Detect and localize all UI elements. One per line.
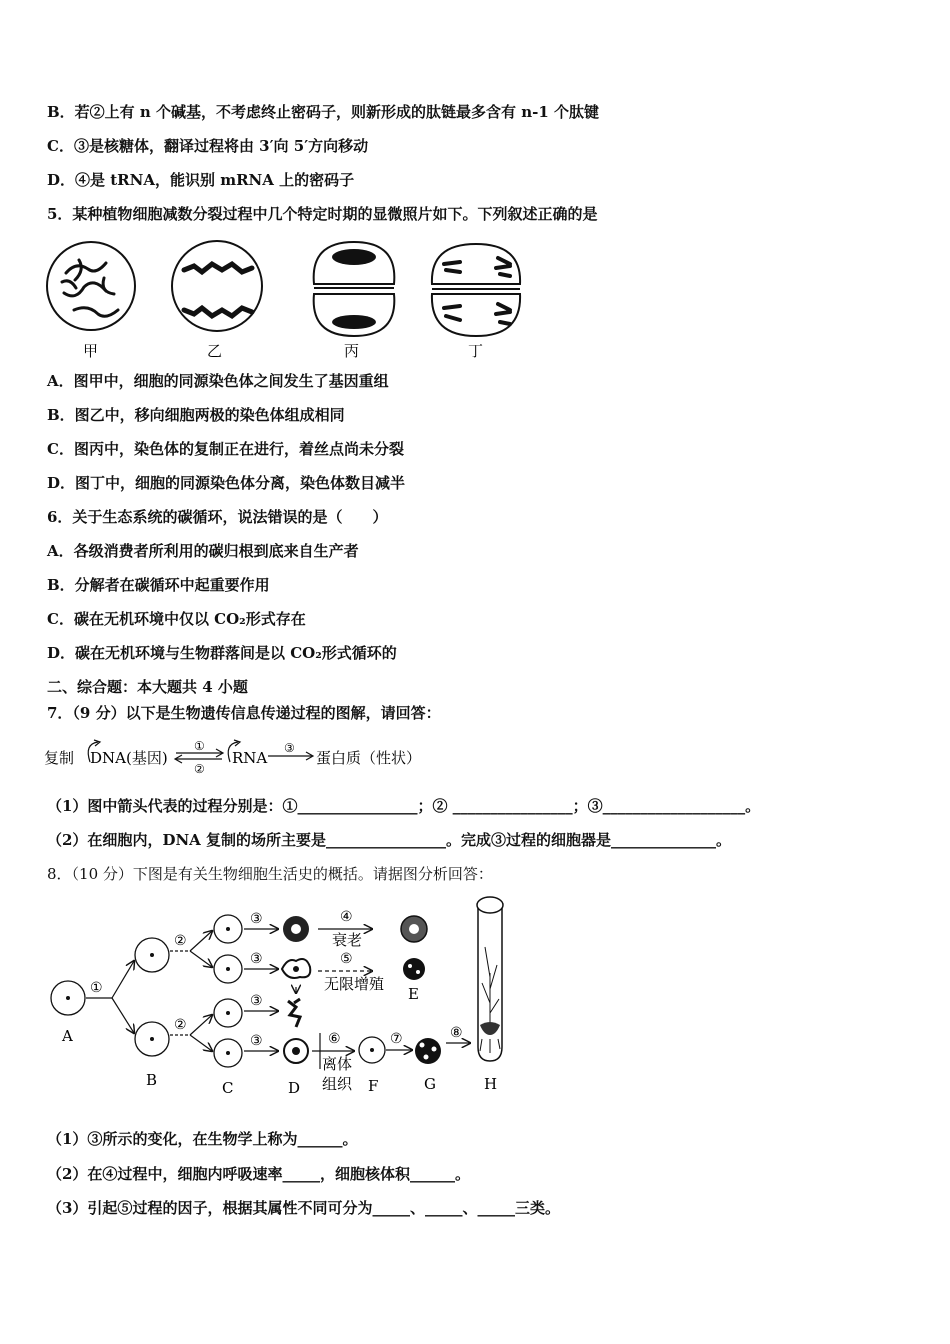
label-c: C [222, 1079, 234, 1097]
replication-label: 复制 [44, 749, 75, 767]
q8-sub3: （3）引起⑤过程的因子，根据其属性不同可分为_____、_____、_____三类。 [47, 1199, 560, 1217]
step-2-upper: ② [174, 933, 187, 949]
q5-option-d: D．图丁中，细胞的同源染色体分离，染色体数目减半 [47, 474, 406, 492]
label-e: E [408, 985, 419, 1003]
step-2-lower: ② [174, 1017, 187, 1033]
q6-option-d: D．碳在无机环境与生物群落间是以 CO₂形式循环的 [47, 644, 397, 662]
q4-option-b: B．若②上有 n 个碱基，不考虑终止密码子，则新形成的肽链最多含有 n-1 个肽键 [47, 103, 600, 121]
cell-g-callus [415, 1038, 441, 1064]
step-3-b: ③ [250, 951, 263, 967]
label-ding: 丁 [468, 342, 484, 360]
step-5: ⑤ [340, 951, 353, 967]
q6-option-b: B．分解者在碳循环中起重要作用 [47, 576, 270, 594]
q4-option-c: C．③是核糖体，翻译过程将由 3′向 5′方向移动 [47, 137, 369, 155]
central-dogma-diagram [44, 738, 444, 778]
label-f: F [368, 1077, 379, 1095]
q7-stem: 7．（9 分）以下是生物遗传信息传递过程的图解，请回答： [47, 704, 441, 722]
label-yi: 乙 [207, 342, 223, 360]
test-tube-plantlet [477, 897, 503, 1061]
protein-trait: 蛋白质（性状） [316, 749, 422, 767]
label-b: B [146, 1071, 158, 1089]
q5-stem: 5．某种植物细胞减数分裂过程中几个特定时期的显微照片如下。下列叙述正确的是 [47, 205, 598, 223]
step-3-c: ③ [250, 993, 263, 1009]
step-3-d: ③ [250, 1033, 263, 1049]
cell-yi [172, 241, 262, 331]
q5-option-a: A．图甲中，细胞的同源染色体之间发生了基因重组 [47, 372, 389, 390]
q4-option-d: D．④是 tRNA，能识别 mRNA 上的密码子 [47, 171, 355, 189]
cell-e-cancer [403, 958, 425, 980]
cell-jia [47, 242, 135, 330]
q8-sub1: （1）③所示的变化，在生物学上称为______。 [47, 1130, 358, 1148]
unlimited-label: 无限增殖 [324, 975, 385, 993]
q6-stem: 6．关于生态系统的碳循环，说法错误的是（ ） [47, 508, 388, 526]
q7-sub1: （1）图中箭头代表的过程分别是：①________________；② ________________；③___________________。 [47, 797, 761, 815]
dna-gene: DNA(基因) [90, 749, 168, 767]
tissue-label: 组织 [322, 1075, 353, 1093]
cell-d-3 [288, 999, 300, 1027]
label-jia: 甲 [83, 342, 99, 360]
step-1: ① [90, 980, 103, 996]
label-d: D [288, 1079, 301, 1097]
section-heading: 二、综合题：本大题共 4 小题 [47, 678, 248, 696]
arrow-1-label: ① [194, 739, 205, 753]
label-bing: 丙 [344, 342, 360, 360]
step-4: ④ [340, 909, 353, 925]
q6-option-c: C．碳在无机环境中仅以 CO₂形式存在 [47, 610, 306, 628]
q8-stem: 8．（10 分）下图是有关生物细胞生活史的概括。请据图分析回答： [47, 865, 493, 883]
step-7: ⑦ [390, 1031, 403, 1047]
step-6: ⑥ [328, 1031, 341, 1047]
arrow-2-label: ② [194, 762, 205, 776]
q7-sub2: （2）在细胞内，DNA 复制的场所主要是________________。完成③过程的细胞器是______________。 [47, 831, 732, 849]
step-3-a: ③ [250, 911, 263, 927]
q5-option-b: B．图乙中，移向细胞两极的染色体组成相同 [47, 406, 345, 424]
aging-label: 衰老 [332, 931, 363, 949]
rna: RNA [232, 749, 268, 767]
arrow-3-label: ③ [284, 741, 295, 755]
label-a: A [62, 1027, 73, 1045]
q8-sub2: （2）在④过程中，细胞内呼吸速率_____，细胞核体积______。 [47, 1165, 470, 1183]
cell-life-history-diagram [50, 893, 520, 1103]
q6-option-a: A．各级消费者所利用的碳归根到底来自生产者 [47, 542, 359, 560]
label-g: G [424, 1075, 436, 1093]
label-h: H [484, 1075, 498, 1093]
meiosis-micrographs [44, 238, 534, 363]
q5-option-c: C．图丙中，染色体的复制正在进行，着丝点尚未分裂 [47, 440, 404, 458]
cell-bing [314, 242, 395, 336]
explant-label: 离体 [322, 1055, 353, 1073]
step-8: ⑧ [450, 1025, 463, 1041]
cell-ding [432, 244, 520, 336]
